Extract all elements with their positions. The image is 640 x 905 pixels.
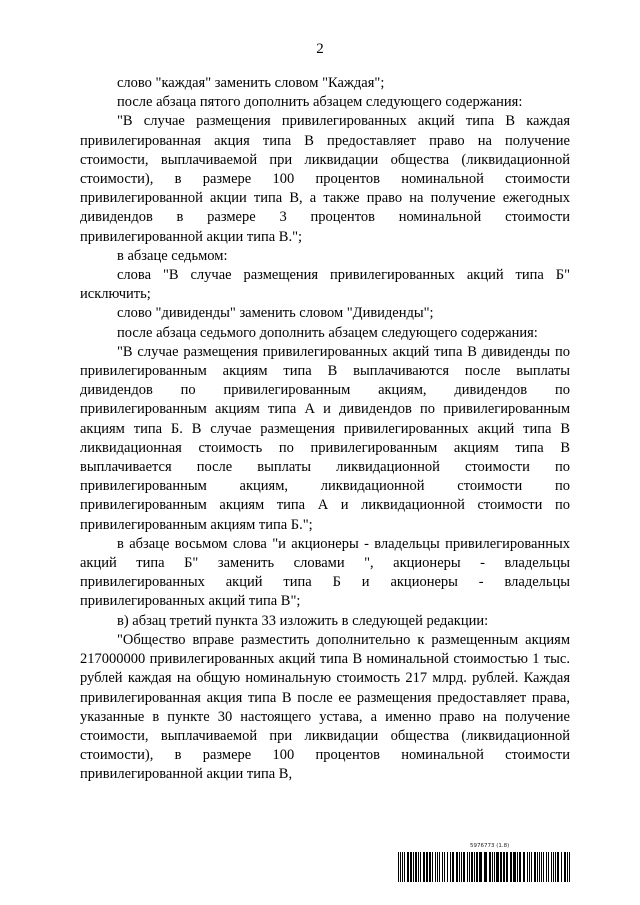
paragraph: "Общество вправе разместить дополнительно к размещенным акциям 217000000 привилегированных акций типа В номинальной стоимостью 1 тыс. рублей каждая на общую номинальную стоимость 217 млрд. рублей. Каждая привилегированная акция типа В после ее размещения предоставляет права, указанные в пункте 30 настоящего устава, а именно право на получение стоимости, выплачиваемой при ликвидации общества (ликвидационной стоимости), в размере 100 процентов номинальной стоимости привилегированной акции типа В,: [80, 631, 570, 783]
document-body: [80, 74, 570, 785]
paragraph: слова "В случае размещения привилегированных акций типа Б" исключить;: [80, 267, 570, 303]
page-number: 2: [316, 41, 324, 57]
paragraph: в) абзац третий пункта 33 изложить в следующей редакции:: [117, 612, 489, 629]
paragraph: в абзаце седьмом:: [117, 247, 228, 264]
paragraph: после абзаца седьмого дополнить абзацем следующего содержания:: [117, 324, 538, 341]
document-code: 5976773 (1.8): [470, 843, 510, 849]
barcode: [398, 852, 570, 882]
paragraph: "В случае размещения привилегированных акций типа В дивиденды по привилегированным акциям типа В выплачиваются после выплаты дивидендов по привилегированным акциям, дивидендов по привилегированным акциям типа А и дивидендов по привилегированным акциям типа Б. В случае размещения привилегированных акций типа В ликвидационная стоимость по привилегированным акциям типа В выплачивается после выплаты ликвидационной стоимости по привилегированным акциям, ликвидационной стоимости по привилегированным акциям типа А и ликвидационной стоимости по привилегированным акциям типа Б.";: [80, 343, 570, 533]
paragraph: "В случае размещения привилегированных акций типа В каждая привилегированная акция типа В предоставляет право на получение стоимости, выплачиваемой при ликвидации общества (ликвидационной стоимости), в размере 100 процентов номинальной стоимости привилегированной акции типа В, а также право на получение ежегодных дивидендов в размере 3 процентов номинальной стоимости привилегированной акции типа В.";: [80, 113, 570, 245]
paragraph: после абзаца пятого дополнить абзацем следующего содержания:: [117, 94, 523, 111]
paragraph: слово "дивиденды" заменить словом "Дивиденды";: [117, 305, 434, 322]
paragraph: в абзаце восьмом слова "и акционеры - владельцы привилегированных акций типа Б" заменить словами ", акционеры - владельцы привилегированных акций типа Б и акционеры - владельцы привилегированных акций типа В";: [80, 535, 570, 610]
paragraph: слово "каждая" заменить словом "Каждая";: [117, 75, 385, 91]
